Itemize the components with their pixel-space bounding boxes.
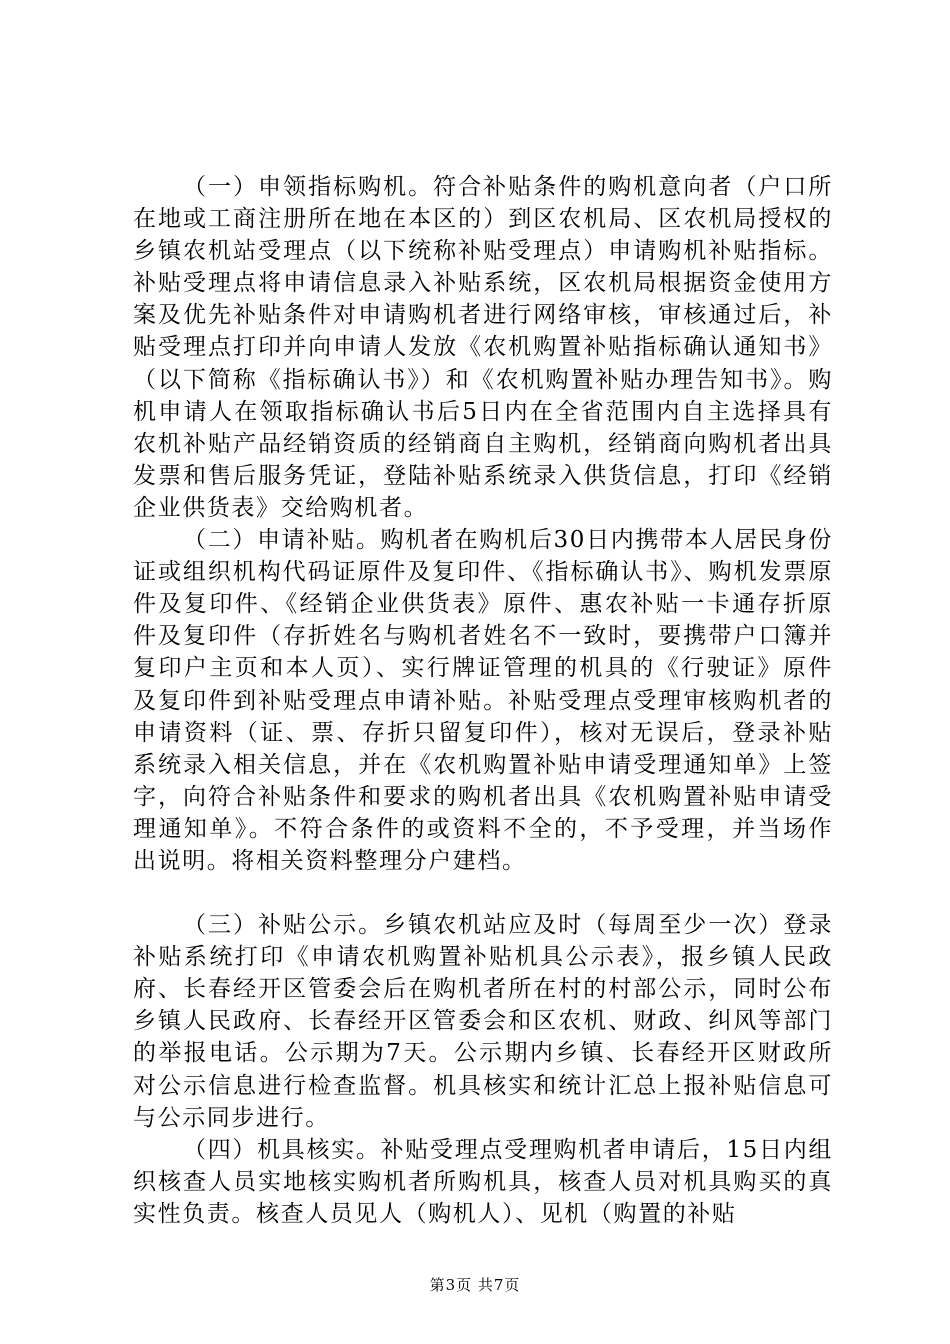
- paragraph-subsidy-publicity: （三）补贴公示。乡镇农机站应及时（每周至少一次）登录补贴系统打印《申请农机购置补贴机具公示表》，报乡镇人民政府、长春经开区管委会后在购机者所在村的村部公示，同时公布乡镇人民政府、长春经开区管委会和区农机、财政、纠风等部门的举报电话。公示期为7天。公示期内乡镇、长春经开区财政所对公示信息进行检查监督。机具核实和统计汇总上报补贴信息可与公示同步进行。: [133, 912, 833, 1131]
- paragraph-apply-subsidy: （二）申请补贴。购机者在购机后30日内携带本人居民身份证或组织机构代码证原件及复印件、《指标确认书》、购机发票原件及复印件、《经销企业供货表》原件、惠农补贴一卡通存折原件及复印件（存折姓名与购机者姓名不一致时，要携带户口簿并复印户主页和本人页）、实行牌证管理的机具的《行驶证》原件及复印件到补贴受理点申请补贴。补贴受理点受理审核购机者的申请资料（证、票、存折只留复印件），核对无误后，登录补贴系统录入相关信息，并在《农机购置补贴申请受理通知单》上签字，向符合补贴条件和要求的购机者出具《农机购置补贴申请受理通知单》。不符合条件的或资料不全的，不予受理，并当场作出说明。将相关资料整理分户建档。: [133, 527, 833, 874]
- paragraph-apply-quota: （一）申领指标购机。符合补贴条件的购机意向者（户口所在地或工商注册所在地在本区的）到区农机局、区农机局授权的乡镇农机站受理点（以下统称补贴受理点）申请购机补贴指标。补贴受理点将申请信息录入补贴系统，区农机局根据资金使用方案及优先补贴条件对申请购机者进行网络审核，审核通过后，补贴受理点打印并向申请人发放《农机购置补贴指标确认通知书》（以下简称《指标确认书》）和《农机购置补贴办理告知书》。购机申请人在领取指标确认书后5日内在全省范围内自主选择具有农机补贴产品经销资质的经销商自主购机，经销商向购机者出具发票和售后服务凭证，登陆补贴系统录入供货信息，打印《经销企业供货表》交给购机者。: [133, 174, 833, 521]
- document-body: [133, 171, 833, 1230]
- page-number-footer: 第3页 共7页: [429, 1276, 521, 1294]
- paragraph-gap: [133, 877, 833, 909]
- paragraph-machine-verification: （四）机具核实。补贴受理点受理购机者申请后，15日内组织核查人员实地核实购机者所购机具，核查人员对机具购买的真实性负责。核查人员见人（购机人）、见机（购置的补贴: [133, 1136, 833, 1227]
